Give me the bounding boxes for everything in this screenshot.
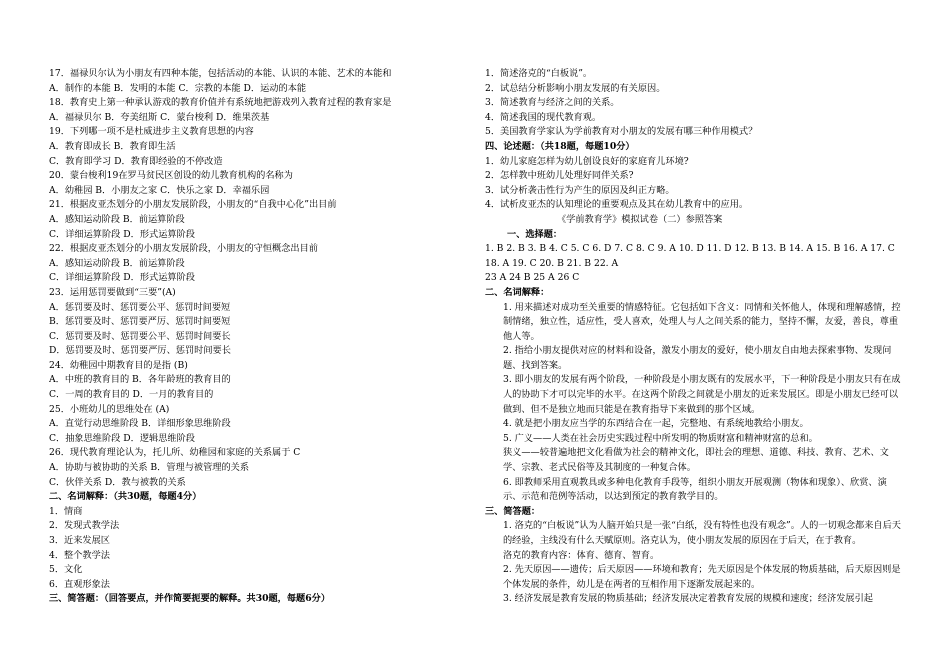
- left-text-line: 二、名词解释：（共30题，每题4分）: [49, 491, 202, 503]
- right-text-line: 1. 用来描述对成功至关重要的情感特征。它包括如下含义：同情和关怀他人，体现和理解感情，控制情绪，独立性，适应性，受人喜欢，处理人与人之间关系的能力，坚持不懈，友爱，善良，尊重他人等。: [503, 301, 901, 342]
- left-text-line: C．教育即学习 D．教育即经验的不停改造: [49, 155, 223, 167]
- left-text-line: 21．根据皮亚杰划分的小朋友发展阶段，小朋友的“自我中心化”出目前: [49, 199, 337, 211]
- right-text-line: 2. 先天原因——遗传；后天原因——环境和教育；先天原因是个体发展的物质基础，后天原因则是个体发展的条件，幼儿是在两者的互相作用下逐渐发展起来的。: [503, 564, 901, 590]
- left-column: [49, 67, 444, 607]
- left-text-line: A．惩罚要及时、惩罚要公平、惩罚时间要短: [49, 301, 231, 313]
- right-text-line: 3. 即小朋友的发展有两个阶段，一种阶段是小朋友既有的发展水平，下一种阶段是小朋友只有在成人的协助下才可以完毕的水平。在这两个阶段之间就是小朋友的近来发展区。即是小朋友已经可以做到、但不是独立地而只能是在教育指导下来做到的那个区域。: [503, 374, 901, 415]
- left-text-line: 19．下列哪一项不是杜威进步主义教育思想的内容: [49, 126, 254, 138]
- right-text-line: 一、选择题：: [507, 228, 563, 240]
- right-text-line: 1．幼儿家庭怎样为幼儿创设良好的家庭育儿环境?: [485, 155, 689, 167]
- left-text-line: 26．现代教育理论认为，托儿所、幼稚园和家庭的关系属于 C: [49, 447, 301, 459]
- left-text-line: 6．直观形象法: [49, 578, 110, 590]
- right-text-line: 3．试分析袭击性行为产生的原因及纠正方略。: [485, 184, 675, 196]
- left-text-line: 5．文化: [49, 564, 83, 576]
- right-text-line: 2．怎样教中班幼儿处理好同伴关系?: [485, 170, 634, 182]
- left-text-line: C．详细运算阶段 D．形式运算阶段: [49, 272, 195, 284]
- left-text-line: A．幼稚园 B．小朋友之家 C．快乐之家 D．幸福乐园: [49, 184, 270, 196]
- right-text-line: 狭义——较普遍地把文化看做为社会的精神文化，即社会的理想、道德、科技、教育、艺术、文学、宗教、老式民俗等及其制度的一种复合体。: [503, 447, 889, 474]
- left-text-line: 三、简答题：（回答要点，并作简要扼要的解释。共30题，每题6分）: [49, 593, 331, 605]
- right-text-line: 洛克的教育内容：体育、德育、智育。: [503, 549, 660, 561]
- left-text-line: 18．教育史上第一种承认游戏的教育价值并有系统地把游戏列入教育过程的教育家是: [49, 97, 392, 109]
- left-text-line: 4．整个教学法: [49, 549, 110, 561]
- right-text-line: 4. 就是把小朋友应当学的东西结合在一起，完整地、有系统地教给小朋友。: [503, 418, 809, 430]
- left-text-line: A．制作的本能 B．发明的本能 C．宗教的本能 D．运动的本能: [49, 82, 307, 94]
- right-text-line: 3. 经济发展是教育发展的物质基础；经济发展决定着教育发展的规模和速度；经济发展引起: [503, 593, 873, 605]
- left-text-line: 1．情商: [49, 505, 83, 517]
- left-text-line: C．伙伴关系 D．教与被教的关系: [49, 476, 186, 488]
- left-text-line: A．感知运动阶段 B．前运算阶段: [49, 257, 185, 269]
- left-text-line: A．中班的教育目的 B．各年龄班的教育目的: [49, 374, 231, 386]
- right-text-line: 4．简述我国的现代教育观。: [485, 111, 602, 123]
- right-text-line: 2．试总结分析影响小朋友发展的有关原因。: [485, 82, 666, 94]
- left-text-line: 23．运用惩罚要做到“三要”(A): [49, 286, 176, 298]
- left-text-line: D．惩罚要及时、惩罚要严厉、惩罚时间要长: [49, 345, 231, 357]
- right-text-line: 5．美国教育学家认为学前教育对小朋友的发展有哪三种作用模式？: [485, 126, 758, 138]
- right-text-line: 1. B 2. B 3. B 4. C 5. C 6. D 7. C 8. C 9. A 10. D 11. D 12. B 13. B 14. A 15. B 16. A 17. C: [485, 243, 895, 255]
- left-text-line: 17．福禄贝尔认为小朋友有四种本能，包括活动的本能、认识的本能、艺术的本能和: [49, 68, 392, 79]
- right-text-line: 6. 即教师采用直观教具或多种电化教育手段等，组织小朋友开展观测（物体和现象）、欣赏、演示、示范和范例等活动，以达到预定的教育教学目的。: [503, 476, 887, 503]
- right-text-line: 1. 洛克的“白板说”认为人脑开始只是一张“白纸，没有特性也没有观念”。人的一切观念都来自后天的经验，主线没有什么天赋原则。洛克认为，使小朋友发展的原因在于后天，在于教育。: [503, 520, 901, 546]
- left-text-line: A．教育即成长 B．教育即生活: [49, 140, 176, 152]
- left-text-line: B．惩罚要及时、惩罚要严厉、惩罚时间要短: [49, 316, 231, 328]
- right-text-line: 三、简答题：: [485, 505, 541, 517]
- right-text-line: 4．试析皮亚杰的认知理论的重要观点及其在幼儿教育中的应用。: [485, 199, 749, 211]
- left-text-line: 25．小班幼儿的思维处在 (A): [49, 403, 170, 415]
- left-text-line: C．详细运算阶段 D．形式运算阶段: [49, 228, 195, 240]
- right-text-line: 23 A 24 B 25 A 26 C: [485, 272, 580, 284]
- left-text-line: C．惩罚要及时、惩罚要公平、惩罚时间要长: [49, 330, 231, 342]
- left-text-line: 3．近来发展区: [49, 535, 110, 546]
- left-text-line: 20．蒙台梭利19在罗马贫民区创设的幼儿教育机构的名称为: [49, 170, 293, 182]
- left-text-line: 2．发现式教学法: [49, 520, 120, 532]
- right-text-line: 2. 指给小朋友提供对应的材料和设备，激发小朋友的爱好，使小朋友自由地去探索事物、发现问题、找到答案。: [503, 345, 892, 371]
- right-text-line: 1．简述洛克的“白板说”。: [485, 68, 593, 79]
- left-text-line: 24．幼稚园中期教育目的是指 (B): [49, 359, 188, 371]
- left-text-line: A．协助与被协助的关系 B．管理与被管理的关系: [49, 462, 250, 474]
- right-text-line: 18. A 19. C 20. B 21. B 22. A: [485, 257, 619, 269]
- right-text-line: 四、论述题：（共18题，每题10分）: [485, 140, 635, 152]
- left-text-line: C．抽象思维阶段 D．逻辑思维阶段: [49, 432, 195, 444]
- left-text-line: A．感知运动阶段 B．前运算阶段: [49, 213, 185, 225]
- right-text-line: 5. 广义——人类在社会历史实践过程中所发明的物质财富和精神财富的总和。: [503, 432, 818, 444]
- right-text-line: 《学前教育学》模拟试卷（二）参照答案: [557, 213, 723, 225]
- left-text-line: 22．根据皮亚杰划分的小朋友发展阶段，小朋友的守恒概念出目前: [49, 243, 318, 255]
- right-text-line: 3．简述教育与经济之间的关系。: [485, 97, 620, 109]
- right-column: [485, 67, 905, 607]
- left-text-line: A．福禄贝尔 B．夸美纽斯 C．蒙台梭利 D．维果茨基: [49, 111, 270, 123]
- right-text-line: 二、名词解释：: [485, 286, 550, 298]
- left-text-line: C．一周的教育目的 D．一月的教育目的: [49, 389, 214, 401]
- left-text-line: A．直觉行动思维阶段 B．详细形象思维阶段: [49, 418, 231, 430]
